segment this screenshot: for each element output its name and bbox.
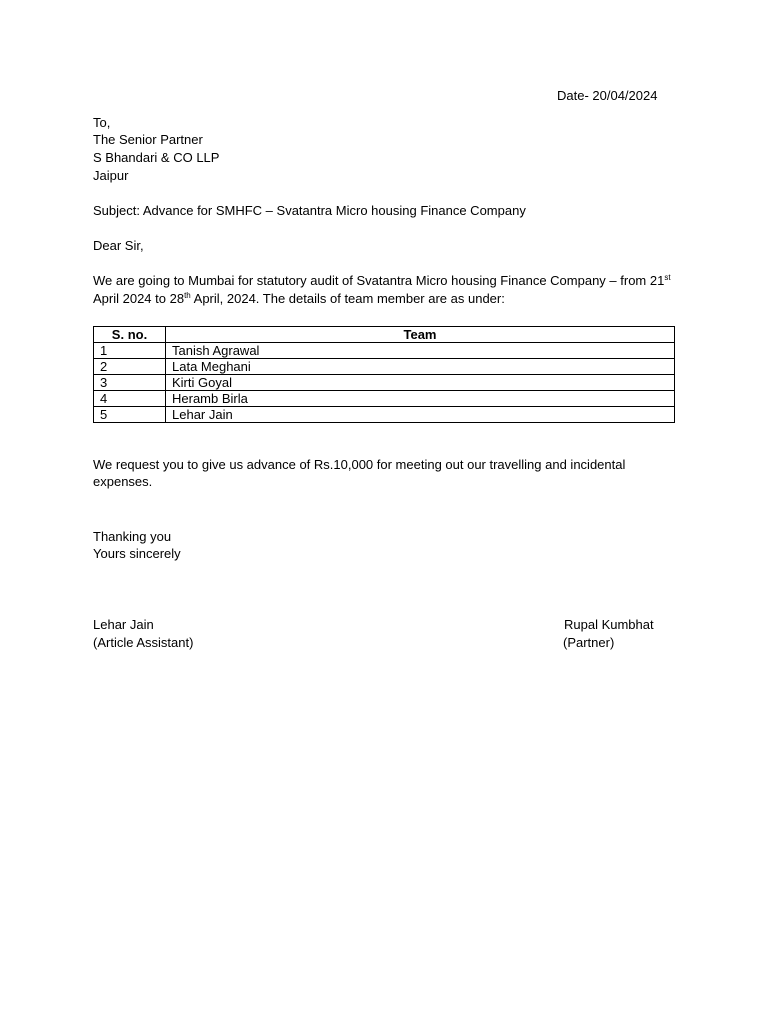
closing-sincerely: Yours sincerely — [93, 546, 181, 561]
request-paragraph: We request you to give us advance of Rs.10,000 for meeting out our travelling and incidental expenses. — [93, 457, 626, 489]
signatory-right-role: (Partner) — [563, 635, 615, 650]
table-row — [94, 359, 675, 375]
team-table — [93, 326, 675, 423]
cell-team-member: Tanish Agrawal — [166, 343, 675, 359]
cell-team-member: Lehar Jain — [166, 407, 675, 423]
address-recipient: The Senior Partner — [93, 132, 203, 147]
ordinal-suffix-1: st — [664, 273, 671, 282]
header-team: Team — [166, 327, 675, 343]
cell-sno: 1 — [94, 343, 166, 359]
salutation: Dear Sir, — [93, 238, 144, 253]
address-city: Jaipur — [93, 168, 129, 183]
cell-team-member: Kirti Goyal — [166, 375, 675, 391]
header-sno: S. no. — [94, 327, 166, 343]
ordinal-suffix-2: th — [184, 291, 191, 300]
cell-sno: 4 — [94, 391, 166, 407]
signatory-right-name: Rupal Kumbhat — [564, 617, 654, 632]
address-to: To, — [93, 115, 111, 130]
address-firm: S Bhandari & CO LLP — [93, 150, 220, 165]
body-paragraph-line-2 — [93, 290, 505, 307]
body-paragraph-line-1 — [93, 272, 671, 289]
table-row — [94, 375, 675, 391]
cell-sno: 3 — [94, 375, 166, 391]
cell-sno: 5 — [94, 407, 166, 423]
closing-thanks: Thanking you — [93, 529, 172, 544]
body-text-part-2: April 2024 to 28 — [93, 291, 185, 306]
cell-team-member: Heramb Birla — [166, 391, 675, 407]
table-row — [94, 407, 675, 423]
cell-team-member: Lata Meghani — [166, 359, 675, 375]
table-header-row — [94, 327, 675, 343]
body-text-part-3: April, 2024. The details of team member are as under: — [190, 291, 505, 306]
subject-line: Subject: Advance for SMHFC – Svatantra Micro housing Finance Company — [93, 203, 526, 218]
body-text-part-1: We are going to Mumbai for statutory audit of Svatantra Micro housing Finance Company – from 21 — [93, 273, 665, 288]
signatory-left-name: Lehar Jain — [93, 617, 154, 632]
cell-sno: 2 — [94, 359, 166, 375]
table-row — [94, 391, 675, 407]
signatory-left-role: (Article Assistant) — [93, 635, 194, 650]
letter-date: Date- 20/04/2024 — [557, 88, 658, 103]
table-row — [94, 343, 675, 359]
